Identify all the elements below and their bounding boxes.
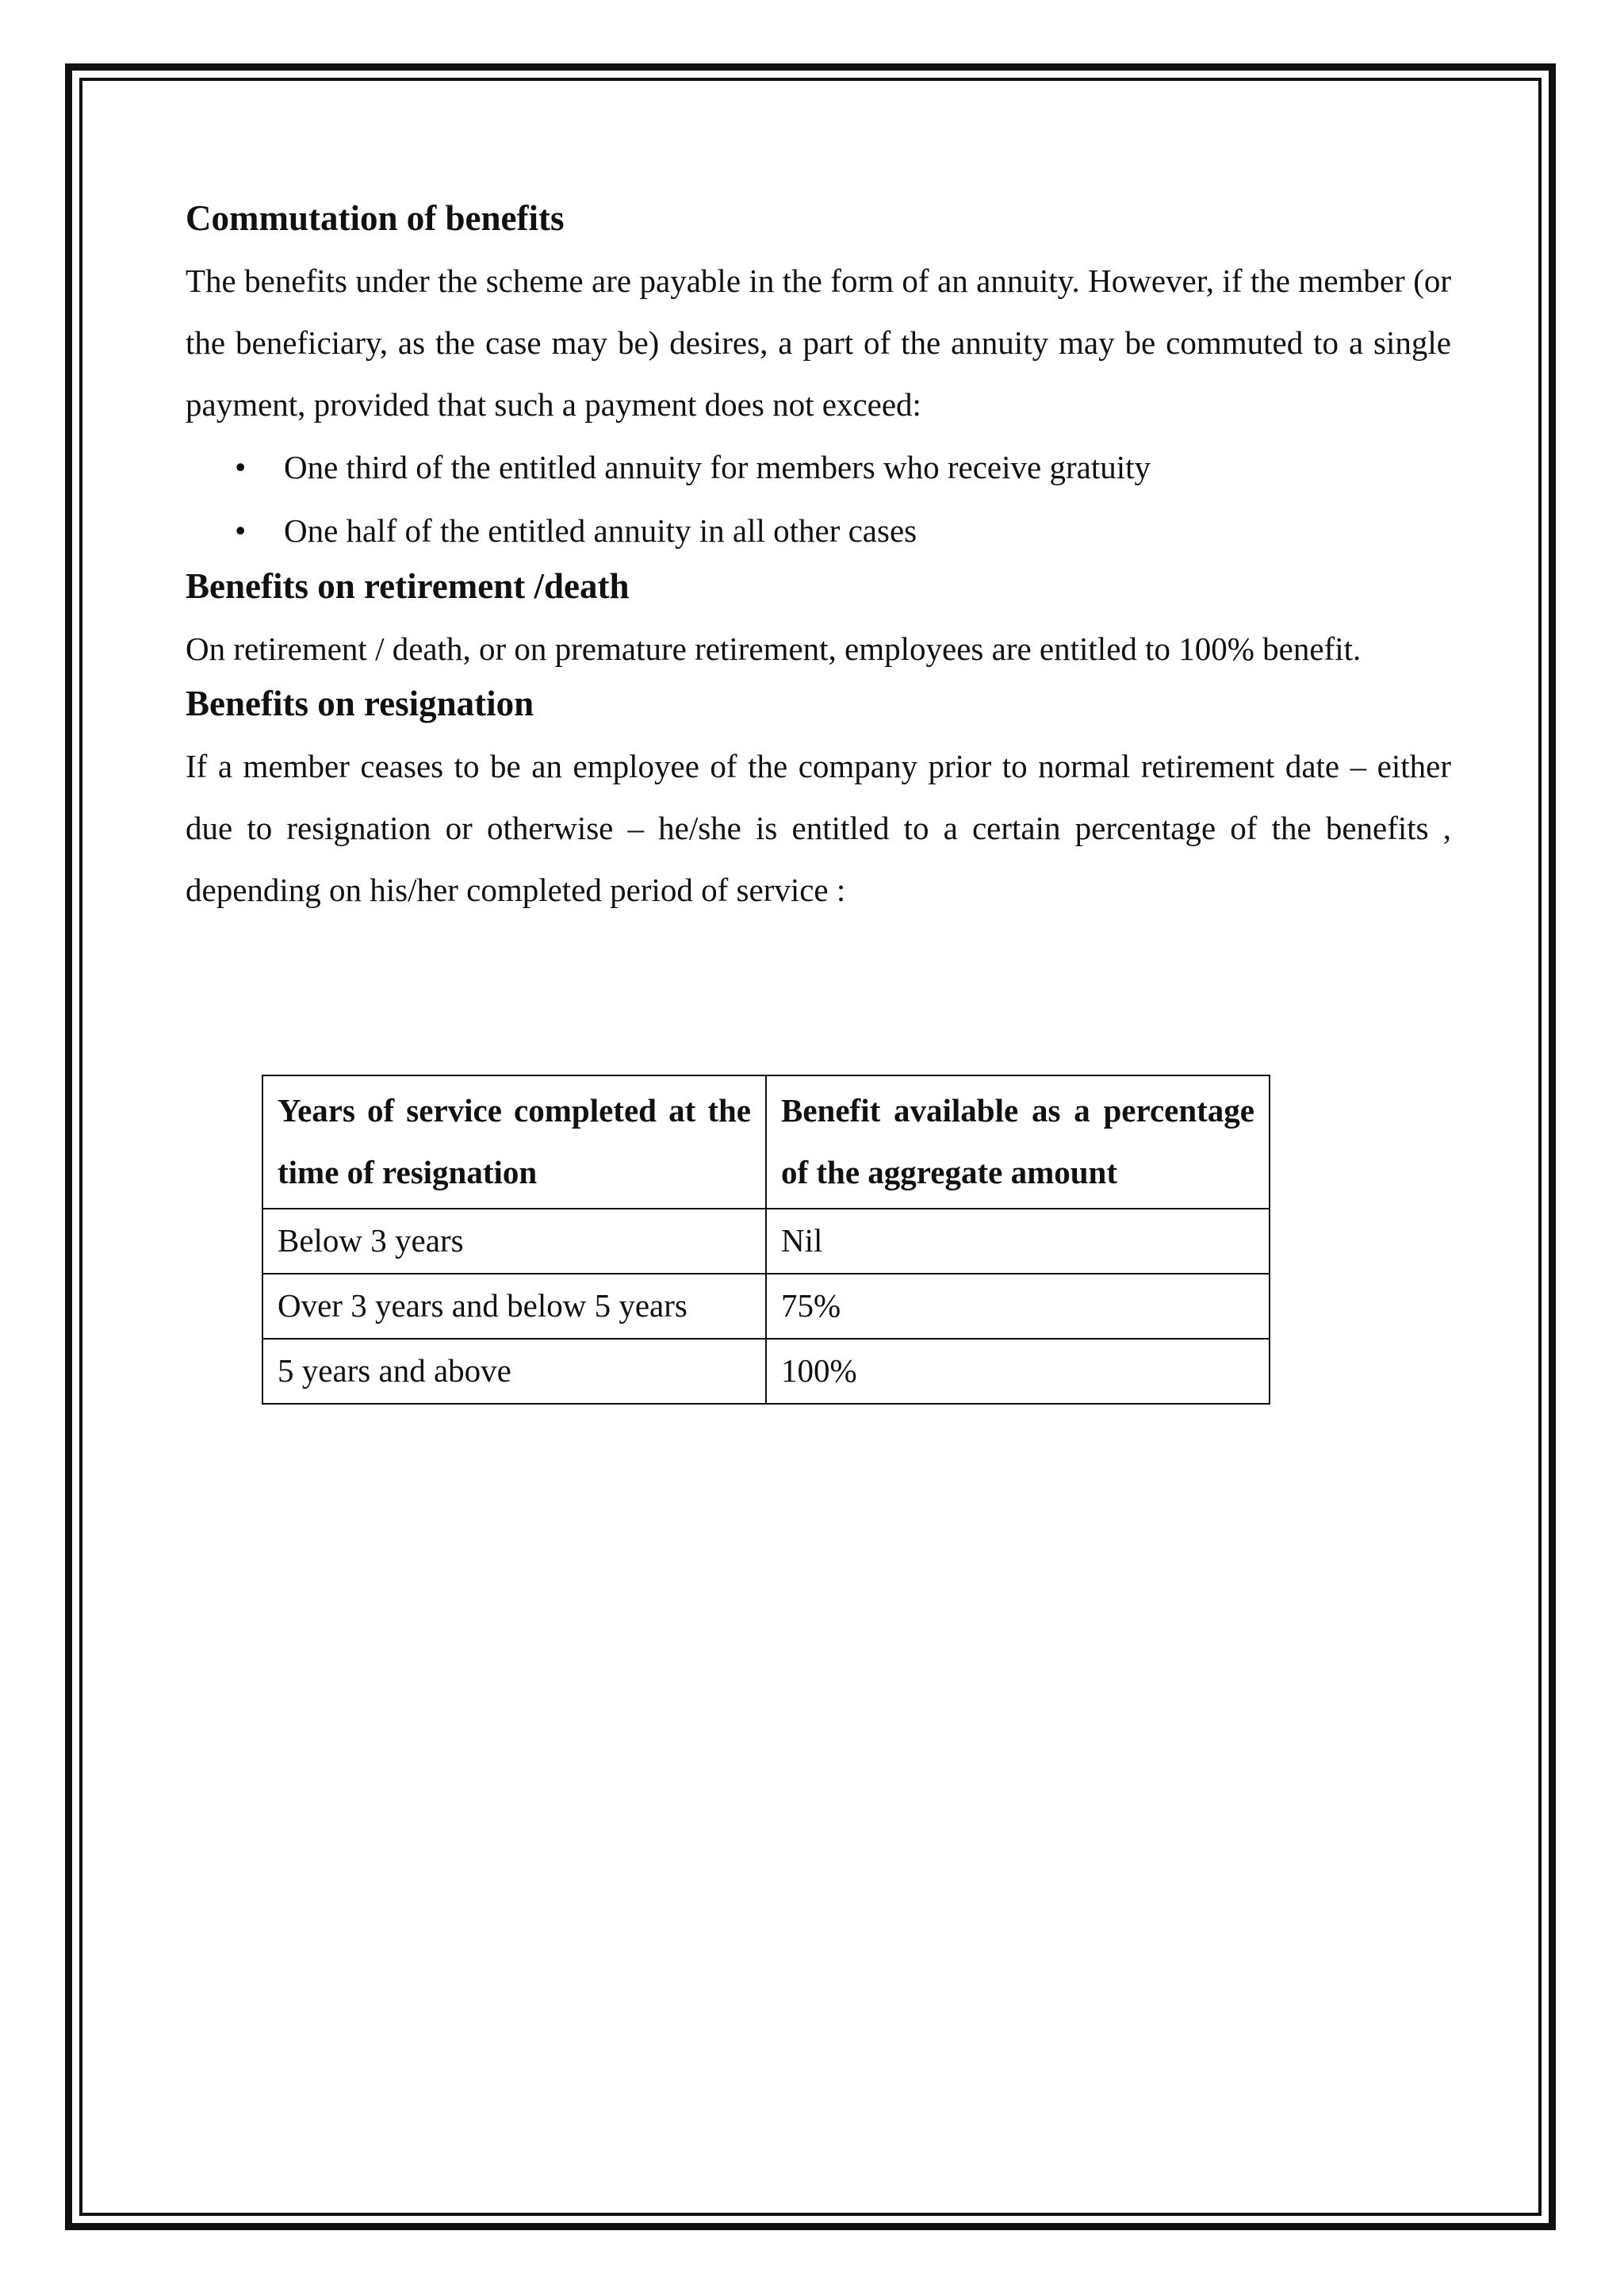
retirement-heading: Benefits on retirement /death [186, 566, 630, 606]
column-header-benefit: Benefit available as a percentage of the aggregate amount [766, 1075, 1270, 1209]
commutation-paragraph: The benefits under the scheme are payable in the form of an annuity. However, if the member (or the beneficiary, as the case may be) desires, a part of the annuity may be commuted to a single payment, provided that such a payment does not exceed: [186, 263, 1451, 423]
bullet-icon: • [235, 449, 247, 485]
list-item-text: One third of the entitled annuity for members who receive gratuity [284, 449, 1151, 485]
table-cell-benefit: Nil [766, 1209, 1270, 1274]
retirement-paragraph: On retirement / death, or on premature retirement, employees are entitled to 100% benefit. [186, 631, 1362, 667]
document-body [186, 194, 1451, 921]
table-cell-years: Below 3 years [262, 1209, 766, 1274]
table-cell-years: Over 3 years and below 5 years [262, 1274, 766, 1339]
table-cell-benefit: 100% [766, 1339, 1270, 1404]
commutation-heading: Commutation of benefits [186, 198, 565, 238]
column-header-years: Years of service completed at the time of resignation [262, 1075, 766, 1209]
resignation-benefits-table [262, 1075, 1270, 1405]
table-cell-benefit: 75% [766, 1274, 1270, 1339]
list-item [186, 435, 1451, 499]
list-item [186, 499, 1451, 562]
resignation-paragraph: If a member ceases to be an employee of the company prior to normal retirement date – either due to resignation or otherwise – he/she is entitled to a certain percentage of the benefits , depending on his/her completed period of service : [186, 748, 1451, 908]
table-header-row [262, 1075, 1270, 1209]
commutation-bullet-list [186, 435, 1451, 562]
list-item-text: One half of the entitled annuity in all other cases [284, 512, 917, 549]
resignation-heading: Benefits on resignation [186, 684, 534, 723]
table-row [262, 1339, 1270, 1404]
table-row [262, 1274, 1270, 1339]
table-row [262, 1209, 1270, 1274]
table-cell-years: 5 years and above [262, 1339, 766, 1404]
bullet-icon: • [235, 512, 247, 549]
